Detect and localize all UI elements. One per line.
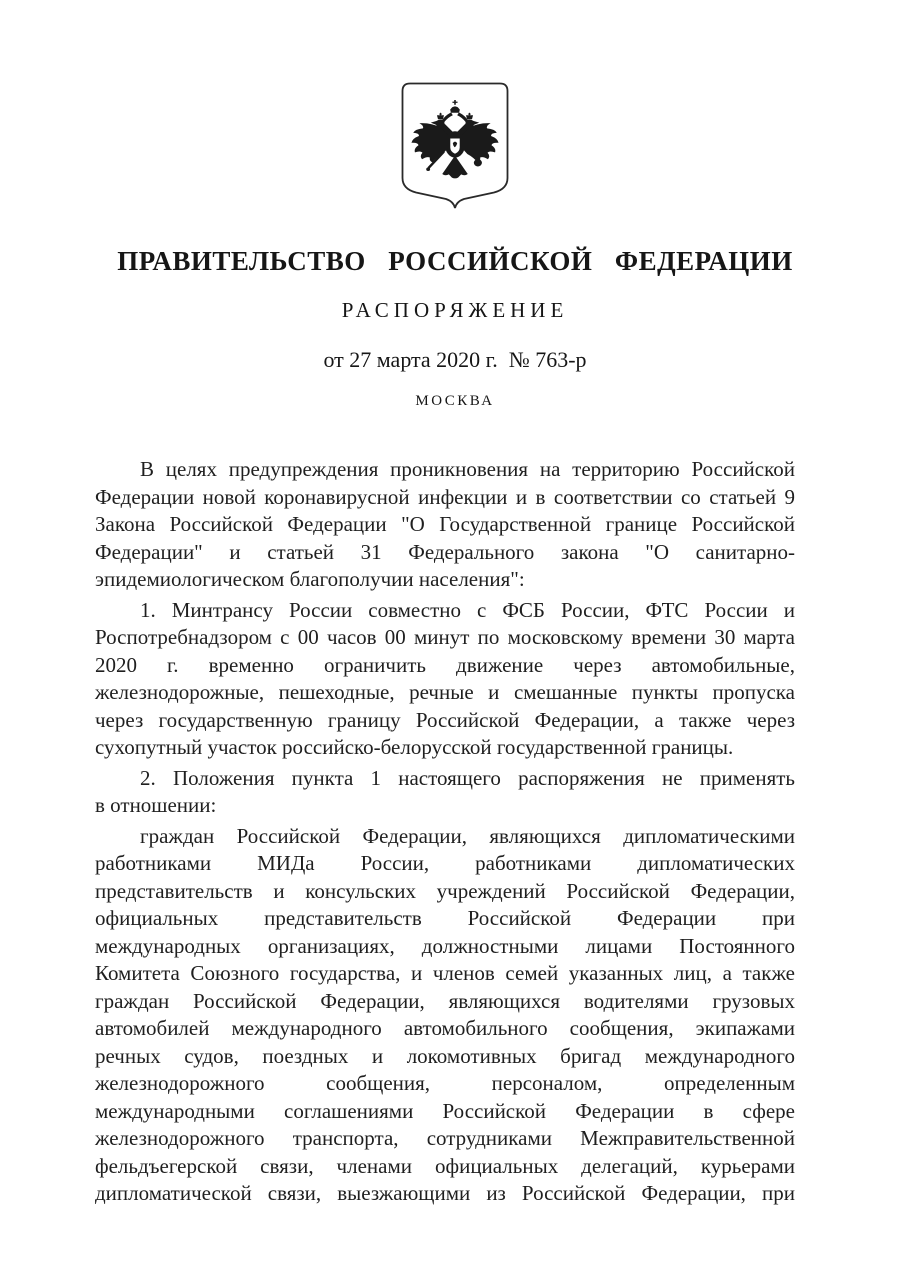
text-line: официальных представительств Российской Федерации при (95, 906, 795, 930)
text-line: автомобилей международного автомобильного сообщения, экипажами (95, 1016, 795, 1040)
text-line: представительств и консульских учреждений Российской Федерации, (95, 878, 795, 903)
text-line: граждан Российской Федерации, являющихся водителями грузовых (95, 988, 795, 1013)
text-line: через государственную границу Российской Федерации, а также через (95, 707, 795, 732)
date-and-number-line: от 27 марта 2020 г. № 763-р (323, 347, 587, 372)
text-line: работниками МИДа России, работниками дипломатических (95, 851, 795, 875)
issuer-title: ПРАВИТЕЛЬСТВО РОССИЙСКОЙ ФЕДЕРАЦИИ (117, 246, 793, 276)
text-line: 1. Минтрансу России совместно с ФСБ России, ФТС России и (140, 597, 795, 622)
russian-coat-of-arms-icon (397, 81, 513, 212)
place-line: МОСКВА (415, 393, 495, 409)
text-line: международными соглашениями Российской Федерации в сфере (95, 1098, 795, 1123)
text-line: Федерации" и статьей 31 Федерального закона "О санитарно- (95, 539, 795, 564)
paragraph (95, 765, 795, 820)
text-line: 2. Положения пункта 1 настоящего распоряжения не применять (140, 765, 795, 790)
text-line: международных организациях, должностными лицами Постоянного (95, 933, 795, 958)
text-line: Закона Российской Федерации "О Государственной границе Российской (95, 512, 795, 536)
text-line: дипломатической связи, выезжающими из Российской Федерации, при (95, 1181, 795, 1205)
document-type: РАСПОРЯЖЕНИЕ (341, 298, 569, 322)
paragraph (95, 597, 795, 762)
text-line: В целях предупреждения проникновения на территорию Российской (140, 457, 795, 481)
text-line: Комитета Союзного государства, и членов семей указанных лиц, а также (95, 961, 795, 985)
paragraph (95, 456, 795, 594)
text-line: 2020 г. временно ограничить движение через автомобильные, (95, 652, 795, 677)
text-line: железнодорожного сообщения, персоналом, определенным (95, 1071, 795, 1095)
text-line: железнодорожные, пешеходные, речные и смешанные пункты пропуска (95, 680, 795, 704)
text-line: железнодорожного транспорта, сотрудниками Межправительственной (95, 1126, 795, 1150)
document-body (95, 456, 795, 1208)
text-line: Федерации новой коронавирусной инфекции и в соответствии со статьей 9 (95, 484, 795, 509)
text-line: в отношении: (95, 793, 217, 817)
text-line: сухопутный участок российско-белорусской государственной границы. (95, 735, 734, 759)
paragraph (95, 823, 795, 1208)
text-line: фельдъегерской связи, членами официальных делегаций, курьерами (95, 1153, 795, 1178)
text-line: речных судов, поездных и локомотивных бригад международного (95, 1043, 795, 1068)
text-line: Роспотребнадзором с 00 часов 00 минут по московскому времени 30 марта (95, 625, 795, 649)
text-line: эпидемиологическом благополучии населения": (95, 567, 525, 591)
text-line: граждан Российской Федерации, являющихся дипломатическими (140, 823, 795, 848)
